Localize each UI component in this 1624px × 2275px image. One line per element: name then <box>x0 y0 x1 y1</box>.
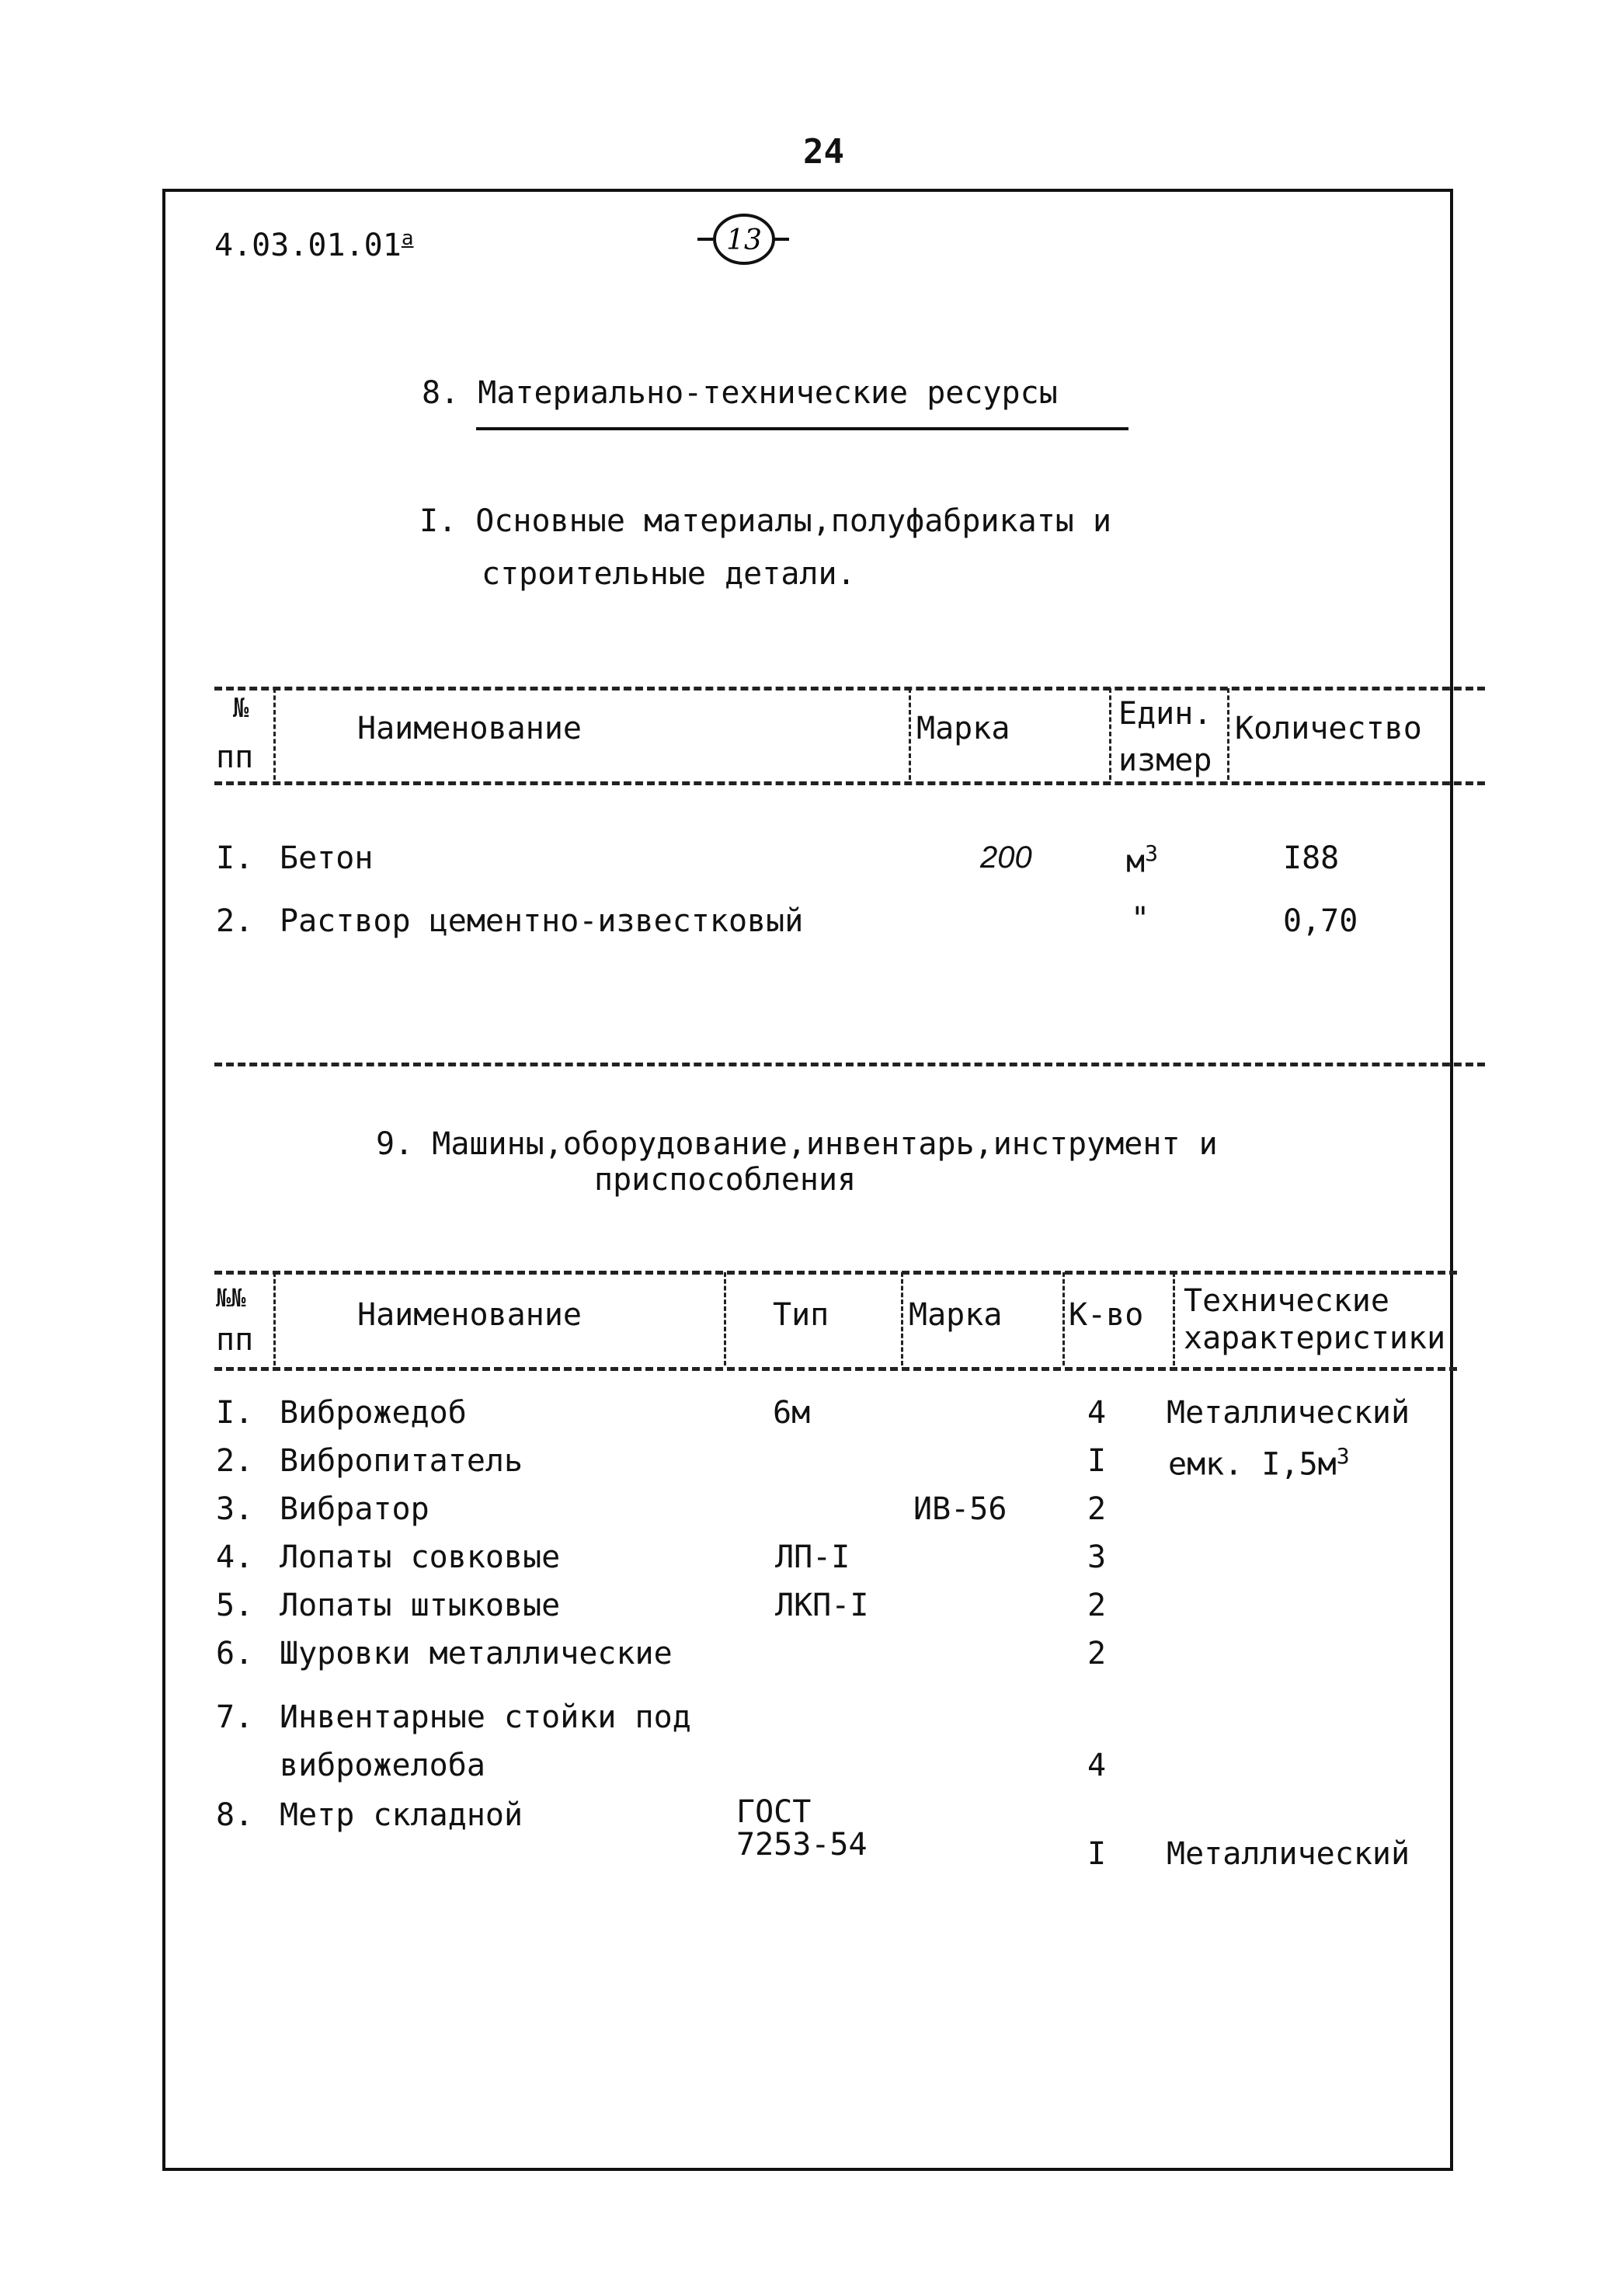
table1-header-bottom-rule <box>214 781 1485 785</box>
table1-header-name: Наименование <box>357 711 582 746</box>
table1-header-qty: Количество <box>1235 711 1422 746</box>
row-num: I. <box>216 1395 254 1431</box>
table1-col-divider <box>1109 688 1111 780</box>
row-qty: 2 <box>1087 1588 1107 1623</box>
table2-header-bottom-rule <box>214 1367 1457 1371</box>
section8-title-underline <box>476 427 1128 430</box>
row-qty: I <box>1087 1836 1107 1872</box>
row-unit-sup: 3 <box>1145 840 1158 866</box>
table2-header-mark: Марка <box>909 1297 1003 1333</box>
doc-code-suffix: а <box>401 227 414 250</box>
row-name: Виброжедоб <box>280 1395 467 1431</box>
table2-header-type: Тип <box>773 1297 829 1333</box>
table1-header-unit-line2: измер <box>1118 743 1212 778</box>
row-tech: Металлический <box>1167 1395 1410 1431</box>
row-name: Вибропитатель <box>280 1443 523 1479</box>
table2-header-qty: К-во <box>1069 1297 1144 1333</box>
doc-code <box>214 227 413 263</box>
row-name: Раствор цементно-известковый <box>280 903 804 939</box>
row-qty: 0,70 <box>1283 903 1358 939</box>
row-type: ЛП-I <box>775 1539 850 1575</box>
row-type: ГОСТ <box>736 1794 812 1830</box>
section9-title-line2: приспособления <box>594 1162 857 1198</box>
table2-header-tech-line2: характеристики <box>1184 1320 1446 1356</box>
row-mark: 200 <box>980 840 1032 875</box>
table2-col-divider <box>724 1272 726 1365</box>
section8-subtitle-line1: I. Основные материалы,полуфабрикаты и <box>419 503 1112 539</box>
table1-col-divider <box>909 688 911 780</box>
row-tech: Металлический <box>1167 1836 1410 1872</box>
row-num: 7. <box>216 1699 254 1735</box>
row-name: Инвентарные стойки под <box>280 1699 691 1735</box>
row-unit-text: м <box>1126 844 1146 880</box>
table1-col-divider <box>1227 688 1229 780</box>
row-type: 6м <box>773 1395 811 1431</box>
row-num: 2. <box>216 903 254 939</box>
row-name: Бетон <box>280 840 374 876</box>
row-num: 3. <box>216 1491 254 1527</box>
table2-top-rule <box>214 1271 1457 1275</box>
row-qty: I <box>1087 1443 1107 1479</box>
row-qty: 4 <box>1087 1395 1107 1431</box>
row-qty: 2 <box>1087 1636 1107 1671</box>
stamp-number: 13 <box>726 224 762 256</box>
table2-col-divider <box>1173 1272 1175 1365</box>
row-tech-sup: 3 <box>1336 1443 1350 1469</box>
row-name: Лопаты совковые <box>280 1539 561 1575</box>
row-qty: 3 <box>1087 1539 1107 1575</box>
row-num: 2. <box>216 1443 254 1479</box>
table2-col-divider <box>273 1272 276 1365</box>
row-qty: 4 <box>1087 1748 1107 1783</box>
table1-header-unit-line1: Един. <box>1118 696 1212 732</box>
row-unit: " <box>1131 901 1150 937</box>
section8-subtitle-line2: строительные детали. <box>482 556 856 592</box>
table2-header-num-pp: пп <box>216 1322 254 1358</box>
table2-header-num: №№ <box>216 1283 246 1313</box>
row-name: Лопаты штыковые <box>280 1588 561 1623</box>
row-num: 5. <box>216 1588 254 1623</box>
table1-bottom-rule <box>214 1063 1485 1066</box>
table2-header-name: Наименование <box>357 1297 582 1333</box>
table1-top-rule <box>214 687 1485 691</box>
section8-title: 8. Материально-технические ресурсы <box>422 375 1058 411</box>
row-tech-text: емк. I,5м <box>1168 1446 1337 1483</box>
table1-header-num-pp: пп <box>216 739 254 775</box>
row-type-line2: 7253-54 <box>736 1827 868 1863</box>
table2-header-tech-line1: Технические <box>1184 1283 1389 1319</box>
table2-col-divider <box>1062 1272 1065 1365</box>
doc-code-number: 4.03.01.01 <box>214 228 402 263</box>
section9-title-line1: 9. Машины,оборудование,инвентарь,инструмент и <box>376 1126 1218 1162</box>
table2-col-divider <box>901 1272 903 1365</box>
page-number: 24 <box>803 132 844 172</box>
row-qty: 2 <box>1087 1491 1107 1527</box>
row-mark: ИВ-56 <box>913 1491 1007 1527</box>
row-name: Вибратор <box>280 1491 429 1527</box>
table1-col-divider <box>273 688 276 780</box>
circled-number-stamp <box>697 212 791 266</box>
row-num: 8. <box>216 1797 254 1833</box>
row-name: Метр складной <box>280 1797 523 1833</box>
row-tech <box>1168 1443 1350 1482</box>
row-unit <box>1126 840 1158 879</box>
row-num: I. <box>216 840 254 876</box>
row-type: ЛКП-I <box>775 1588 869 1623</box>
row-name: Шуровки металлические <box>280 1636 673 1671</box>
row-name-line2: виброжелоба <box>280 1748 485 1783</box>
table1-header-num: № <box>233 693 249 724</box>
row-num: 4. <box>216 1539 254 1575</box>
table1-header-mark: Марка <box>916 711 1010 746</box>
row-qty: I88 <box>1283 840 1340 876</box>
row-num: 6. <box>216 1636 254 1671</box>
